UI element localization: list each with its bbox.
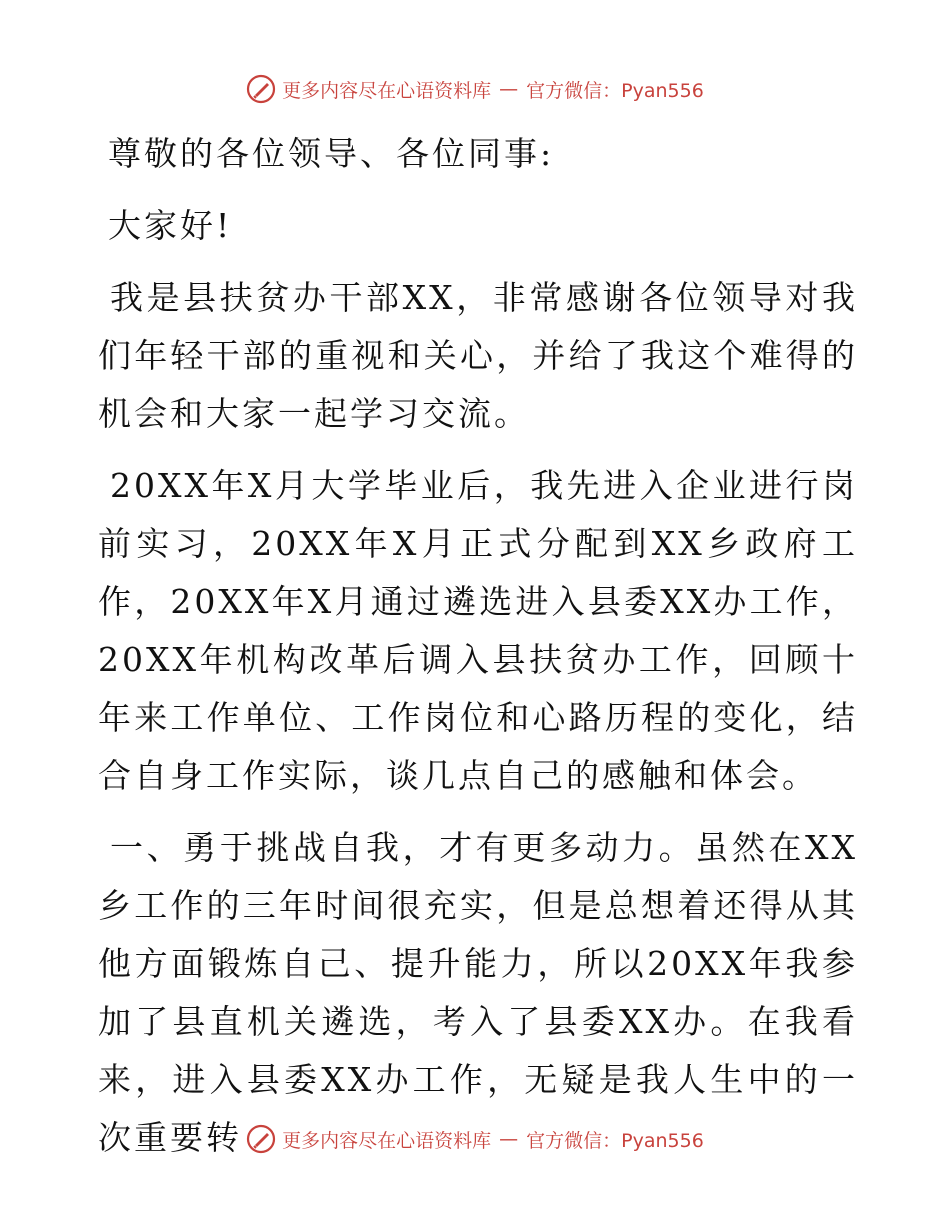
paragraph-background: 20XX年X月大学毕业后，我先进入企业进行岗前实习，20XX年X月正式分配到XX乡政府工作，20XX年X月通过遴选进入县委XX办工作，20XX年机构改革后调入县扶贫办工作，回顾十年来工作单位、工作岗位和心路历程的变化，结合自身工作实际，谈几点自己的感触和体会。: [98, 466, 858, 795]
watermark-contact: 官方微信：Pyan556: [526, 1129, 704, 1152]
paragraph-intro: 我是县扶贫办干部XX，非常感谢各位领导对我们年轻干部的重视和关心，并给了我这个难得的机会和大家一起学习交流。: [98, 278, 858, 433]
watermark-text: 更多内容尽在心语资料库: [282, 1129, 492, 1152]
quill-logo-icon: [246, 1124, 276, 1154]
watermark-text: 更多内容尽在心语资料库: [282, 79, 492, 102]
quill-logo-icon: [246, 74, 276, 104]
watermark-separator: —: [499, 78, 519, 100]
greeting-line: 尊敬的各位领导、各位同事:: [108, 134, 555, 173]
hello-line: 大家好!: [108, 206, 233, 245]
document-body: [98, 125, 858, 1181]
watermark-contact: 官方微信：Pyan556: [526, 79, 704, 102]
paragraph-point-one: 一、勇于挑战自我，才有更多动力。虽然在XX乡工作的三年时间很充实，但是总想着还得从其他方面锻炼自己、提升能力，所以20XX年我参加了县直机关遴选，考入了县委XX办。在我看来，进入县委XX办工作，无疑是我人生中的一次重要转: [98, 828, 858, 1157]
watermark-separator: —: [499, 1128, 519, 1150]
watermark-footer: [0, 1124, 950, 1154]
watermark-header: [0, 74, 950, 104]
